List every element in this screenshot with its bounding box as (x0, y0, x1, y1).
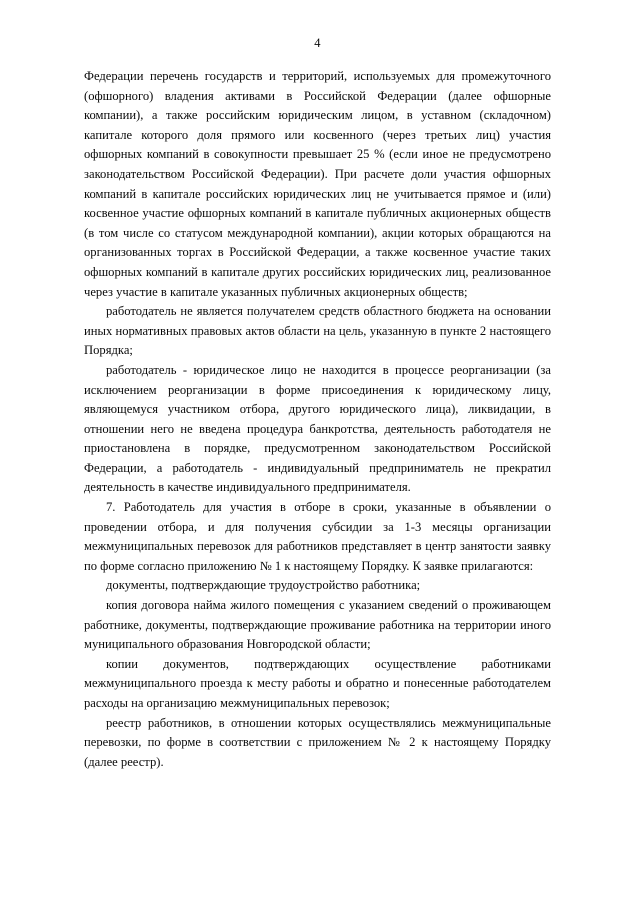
document-body (84, 67, 551, 772)
paragraph-4: 7. Работодатель для участия в отборе в сроки, указанные в объявлении о проведении отбора, и для получения субсидии за 1-3 месяцы организации межмуниципальных перевозок для работников представляет в центр занятости заявку по форме согласно приложению № 1 к настоящему Порядку. К заявке прилагаются: (84, 500, 551, 573)
paragraph-1: Федерации перечень государств и территорий, используемых для промежуточного (офшорного) владения активами в Российской Федерации (далее офшорные компании), а также российским юридическим лицом, в уставном (складочном) капитале которого доля прямого или косвенного (через третьих лиц) участия офшорных компаний в совокупности превышает 25 % (если иное не предусмотрено законодательством Российской Федерации). При расчете доли участия офшорных компаний в капитале российских юридических лиц не учитывается прямое и (или) косвенное участие офшорных компаний в капитале публичных акционерных обществ (в том числе со статусом международной компании), акции которых обращаются на организованных торгах в Российской Федерации, а также косвенное участие таких офшорных компаний в капитале других российских юридических лиц, реализованное через участие в капитале указанных публичных акционерных обществ; (84, 69, 551, 299)
paragraph-5: документы, подтверждающие трудоустройство работника; (106, 578, 421, 593)
paragraph-3: работодатель - юридическое лицо не находится в процессе реорганизации (за исключением реорганизации в форме присоединения к юридическому лицу, являющемуся участником отбора, другого юридического лица), ликвидации, в отношении него не введена процедура банкротства, деятельность работодателя не приостановлена в порядке, предусмотренном законодательством Российской Федерации, а работодатель - индивидуальный предприниматель не прекратил деятельность в качестве индивидуального предпринимателя. (84, 362, 551, 495)
paragraph-2: работодатель не является получателем средств областного бюджета на основании иных нормативных правовых актов области на цель, указанную в пункте 2 настоящего Порядка; (84, 304, 551, 358)
paragraph-8: реестр работников, в отношении которых осуществлялись межмуниципальные перевозки, по форме в соответствии с приложением № 2 к настоящему Порядку (далее реестр). (84, 715, 551, 769)
page-number: 4 (314, 36, 321, 50)
paragraph-7: копии документов, подтверждающих осуществление работниками межмуниципального проезда к месту работы и обратно и понесенные работодателем расходы на организацию межмуниципальных перевозок; (84, 656, 551, 710)
paragraph-6: копия договора найма жилого помещения с указанием сведений о проживающем работнике, документы, подтверждающие проживание работника на территории иного муниципального образования Новгородской области; (84, 598, 551, 652)
